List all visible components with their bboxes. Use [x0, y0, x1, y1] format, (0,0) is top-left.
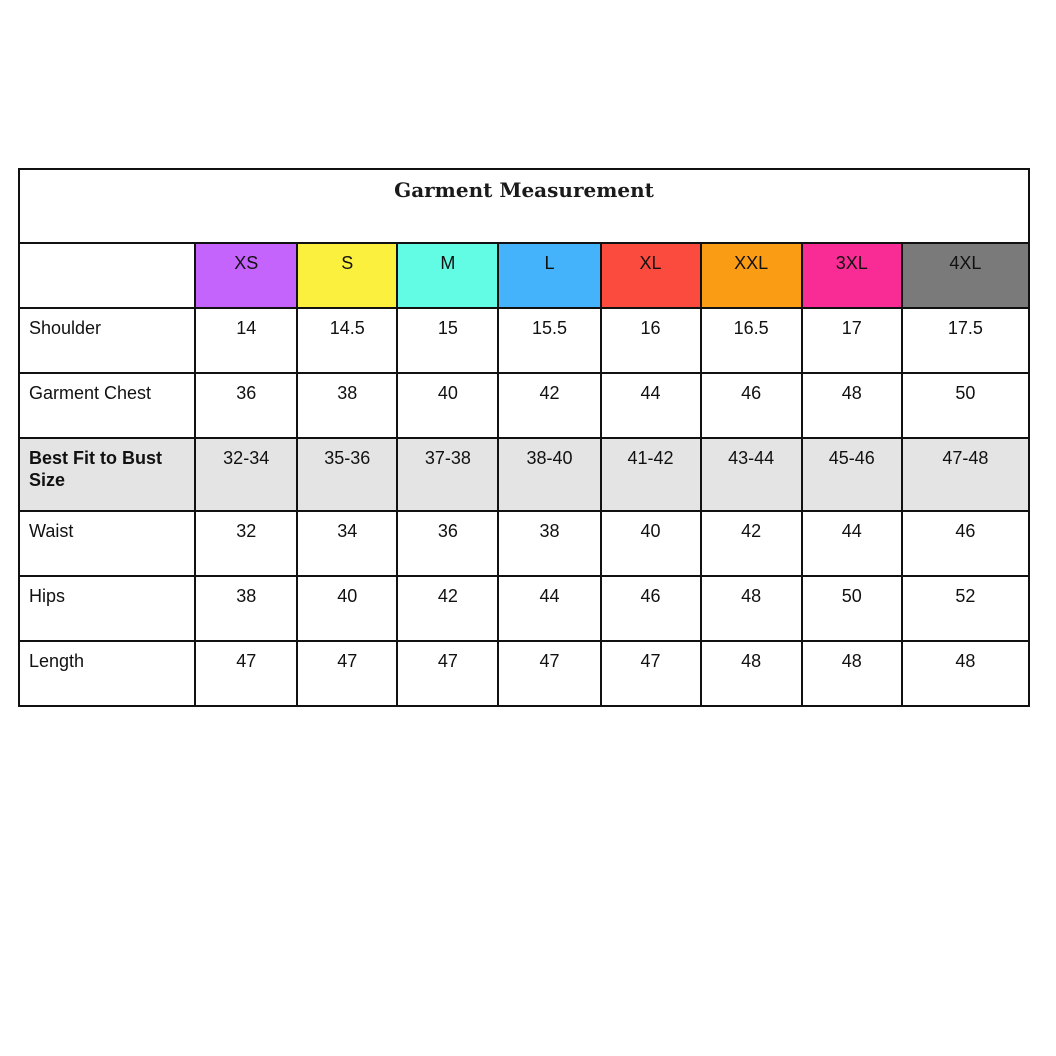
size-header: 3XL: [802, 243, 902, 308]
table-row-highlight: [19, 438, 1029, 511]
size-header: XXL: [701, 243, 802, 308]
table-cell: 16: [601, 308, 701, 373]
row-label: Length: [19, 641, 195, 706]
table-cell: 15.5: [498, 308, 600, 373]
table-cell: 34: [297, 511, 397, 576]
table-cell: 48: [902, 641, 1029, 706]
row-label: Hips: [19, 576, 195, 641]
size-header: XL: [601, 243, 701, 308]
table-cell: 47-48: [902, 438, 1029, 511]
table-cell: 40: [297, 576, 397, 641]
table-cell: 38: [297, 373, 397, 438]
table-cell: 44: [601, 373, 701, 438]
table-cell: 14.5: [297, 308, 397, 373]
corner-cell: [19, 243, 195, 308]
table-cell: 35-36: [297, 438, 397, 511]
table-cell: 46: [701, 373, 802, 438]
table-cell: 17.5: [902, 308, 1029, 373]
row-label: Shoulder: [19, 308, 195, 373]
chart-title: Garment Measurement: [19, 169, 1029, 243]
table-cell: 47: [601, 641, 701, 706]
size-header: 4XL: [902, 243, 1029, 308]
table-cell: 16.5: [701, 308, 802, 373]
row-label: Best Fit to Bust Size: [19, 438, 195, 511]
table-cell: 36: [195, 373, 297, 438]
table-cell: 48: [802, 641, 902, 706]
table-row: [19, 641, 1029, 706]
table-cell: 44: [498, 576, 600, 641]
table-row: [19, 576, 1029, 641]
table-cell: 50: [902, 373, 1029, 438]
table-cell: 38: [195, 576, 297, 641]
table-cell: 40: [397, 373, 498, 438]
size-chart-table: [18, 168, 1030, 707]
table-cell: 38: [498, 511, 600, 576]
table-row: [19, 511, 1029, 576]
table-cell: 50: [802, 576, 902, 641]
table-cell: 42: [498, 373, 600, 438]
table-cell: 52: [902, 576, 1029, 641]
table-cell: 47: [195, 641, 297, 706]
size-header: L: [498, 243, 600, 308]
table-cell: 46: [601, 576, 701, 641]
table-cell: 44: [802, 511, 902, 576]
table-cell: 32-34: [195, 438, 297, 511]
table-cell: 47: [498, 641, 600, 706]
table-cell: 38-40: [498, 438, 600, 511]
table-cell: 47: [297, 641, 397, 706]
table-cell: 42: [701, 511, 802, 576]
table-row: [19, 308, 1029, 373]
table-cell: 17: [802, 308, 902, 373]
table-cell: 48: [802, 373, 902, 438]
size-header: S: [297, 243, 397, 308]
table-cell: 48: [701, 576, 802, 641]
table-cell: 37-38: [397, 438, 498, 511]
table-cell: 40: [601, 511, 701, 576]
table-cell: 43-44: [701, 438, 802, 511]
row-label: Garment Chest: [19, 373, 195, 438]
table-row: [19, 373, 1029, 438]
table-cell: 32: [195, 511, 297, 576]
table-cell: 36: [397, 511, 498, 576]
table-cell: 46: [902, 511, 1029, 576]
size-header: M: [397, 243, 498, 308]
table-cell: 47: [397, 641, 498, 706]
table-cell: 14: [195, 308, 297, 373]
size-header-row: [19, 243, 1029, 308]
table-cell: 15: [397, 308, 498, 373]
table-cell: 41-42: [601, 438, 701, 511]
table-cell: 48: [701, 641, 802, 706]
table-cell: 45-46: [802, 438, 902, 511]
size-header: XS: [195, 243, 297, 308]
row-label: Waist: [19, 511, 195, 576]
table-cell: 42: [397, 576, 498, 641]
